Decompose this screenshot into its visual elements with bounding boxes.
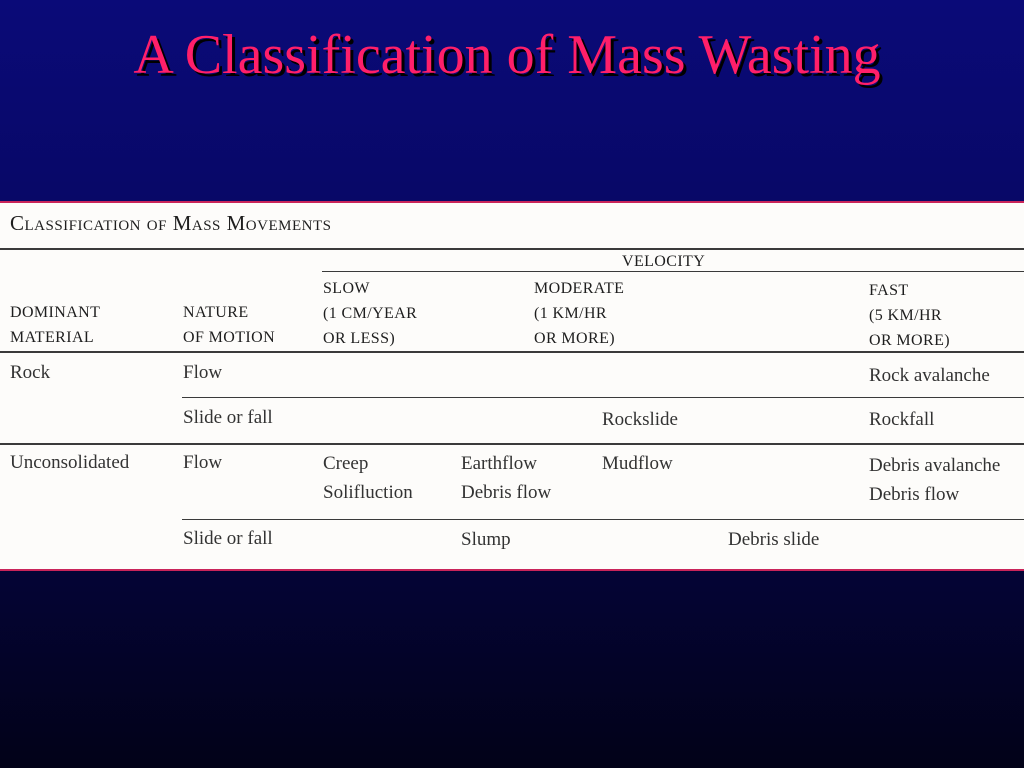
- cell-motion-unconsolidated-slide: Slide or fall: [183, 528, 273, 549]
- header-nature-of-motion: [183, 300, 275, 350]
- cell-motion-rock-flow: Flow: [183, 362, 223, 383]
- header-dominant-line-1: DOMINANT: [10, 304, 101, 321]
- header-fast: [869, 278, 950, 353]
- cell-material-unconsolidated: Unconsolidated: [10, 452, 130, 473]
- caption-rule: [0, 248, 1024, 250]
- cell-debris-avalanche: Debris avalanche: [869, 455, 1001, 476]
- cell-slow-moderate-flows: [461, 449, 551, 507]
- header-slow-line-3: OR LESS): [323, 330, 396, 347]
- cell-material-rock: Rock: [10, 362, 51, 383]
- rock-divider: [182, 397, 1024, 398]
- cell-rock-avalanche: Rock avalanche: [869, 365, 990, 386]
- cell-motion-unconsolidated-flow: Flow: [183, 452, 223, 473]
- cell-solifluction: Solifluction: [323, 482, 413, 503]
- cell-mudflow: Mudflow: [602, 453, 673, 474]
- cell-rockslide: Rockslide: [602, 409, 678, 430]
- header-dominant-material: [10, 300, 100, 350]
- header-nature-line-2: OF MOTION: [183, 329, 276, 346]
- cell-slump: Slump: [461, 529, 511, 550]
- cell-debris-flow-1: Debris flow: [461, 482, 552, 503]
- material-divider: [0, 443, 1024, 445]
- header-moderate-line-3: OR MORE): [534, 330, 615, 347]
- header-nature-line-1: NATURE: [183, 304, 249, 321]
- classification-table: [0, 201, 1024, 571]
- cell-creep: Creep: [323, 453, 369, 474]
- slide-title: A Classification of Mass Wasting: [133, 24, 881, 86]
- header-slow: [323, 276, 417, 351]
- cell-earthflow: Earthflow: [461, 453, 537, 474]
- header-fast-line-3: OR MORE): [869, 332, 950, 349]
- cell-debris-flow-2: Debris flow: [869, 484, 960, 505]
- cell-fast-flows: [869, 451, 1000, 509]
- header-dominant-line-2: MATERIAL: [10, 329, 95, 346]
- cell-slow-flows: [323, 449, 413, 507]
- unconsolidated-divider: [182, 519, 1024, 520]
- header-fast-line-2: (5 KM/HR: [869, 307, 942, 324]
- header-moderate-line-2: (1 KM/HR: [534, 305, 607, 322]
- header-fast-line-1: FAST: [869, 282, 909, 299]
- header-moderate: [534, 276, 624, 351]
- velocity-header: VELOCITY: [622, 253, 706, 270]
- table-caption: Classification of Mass Movements: [10, 211, 332, 235]
- cell-motion-rock-slide: Slide or fall: [183, 407, 273, 428]
- header-slow-line-1: SLOW: [323, 280, 370, 297]
- cell-rockfall: Rockfall: [869, 409, 935, 430]
- header-moderate-line-1: MODERATE: [534, 280, 625, 297]
- header-slow-line-2: (1 CM/YEAR: [323, 305, 418, 322]
- cell-debris-slide: Debris slide: [728, 529, 820, 550]
